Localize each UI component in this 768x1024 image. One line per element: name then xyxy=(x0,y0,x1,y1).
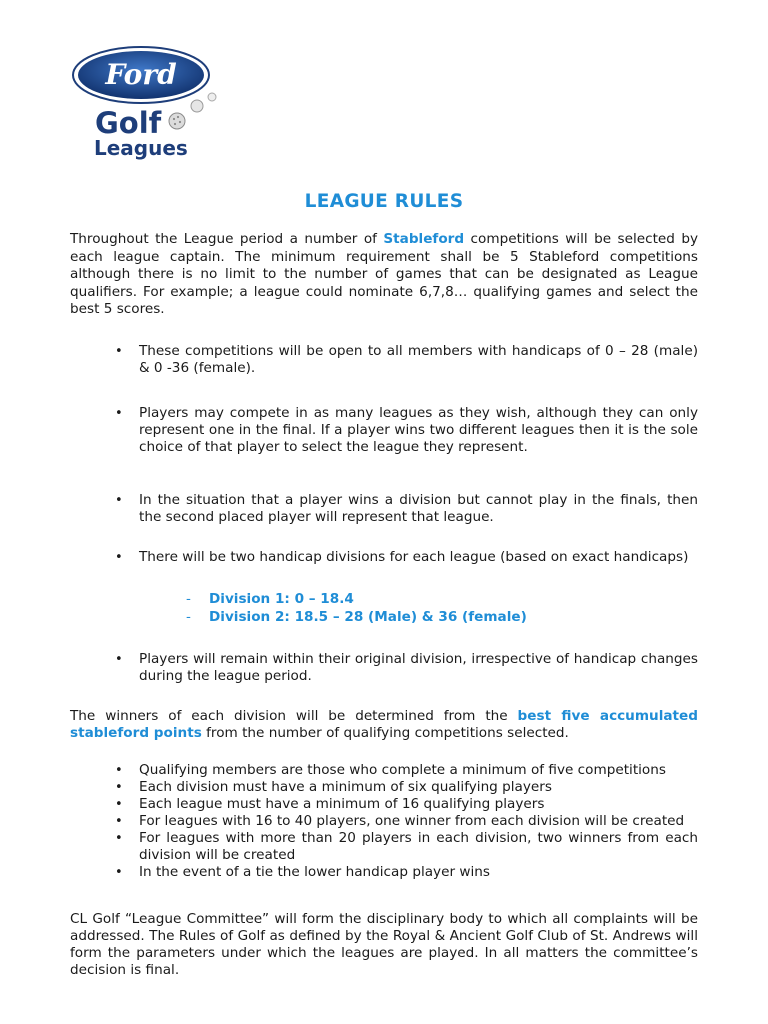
golf-ball-small-icon xyxy=(191,100,203,112)
winners-text-start: The winners of each division will be determined from the xyxy=(70,707,518,724)
stableford-highlight: Stableford xyxy=(383,231,465,247)
list-item: • In the event of a tie the lower handicap player wins xyxy=(70,864,698,881)
logo-leagues: Leagues xyxy=(94,136,188,160)
intro-text-start: Throughout the League period a number of xyxy=(70,231,384,247)
best-five-highlight: best five accumulated stableford points xyxy=(70,707,698,741)
page-title: LEAGUE RULES xyxy=(304,191,464,212)
golf-ball-icon xyxy=(169,113,185,129)
list-item: • Players will remain within their original division, irrespective of handicap changes during the league period. xyxy=(70,651,698,685)
rules-list-continued xyxy=(70,651,698,685)
intro-paragraph xyxy=(70,231,698,319)
list-item: • Each division must have a minimum of six qualifying players xyxy=(70,779,698,796)
list-item: • Each league must have a minimum of 16 qualifying players xyxy=(70,796,698,813)
winners-paragraph xyxy=(70,708,698,742)
list-item: • Players may compete in as many leagues as they wish, although they can only represent one in the final. If a player wins two different leagues then it is the sole choice of that player to select the league they represent. xyxy=(70,405,698,456)
intro-text-end: competitions will be selected by each league captain. The minimum requirement shall be 5 Stableford competitions although there is no limit to the number of games that can be designated as League qualifiers. For example; a league could nominate 6,7,8… qualifying games and select the best 5 scores. xyxy=(70,231,698,317)
rules-list xyxy=(70,343,698,566)
winners-text-end: from the number of qualifying competitions selected. xyxy=(201,724,569,741)
logo-graphic xyxy=(70,45,222,160)
closing-paragraph: CL Golf “League Committee” will form the disciplinary body to which all complaints will be addressed. The Rules of Golf as defined by the Royal & Ancient Golf Club of St. Andrews will form the parameters under which the leagues are played. In all matters the committee’s decision is final. xyxy=(70,910,698,978)
document-body xyxy=(70,231,698,979)
ford-golf-leagues-logo xyxy=(70,45,222,160)
golf-ball-tiny-icon xyxy=(208,93,216,101)
list-item: • Qualifying members are those who complete a minimum of five competitions xyxy=(70,762,698,779)
list-item: • In the situation that a player wins a division but cannot play in the finals, then the second placed player will represent that league. xyxy=(70,492,698,526)
list-item: • For leagues with 16 to 40 players, one winner from each division will be created xyxy=(70,813,698,830)
list-item: • There will be two handicap divisions for each league (based on exact handicaps) xyxy=(70,549,698,566)
division-item: - Division 1: 0 – 18.4 xyxy=(186,590,698,608)
list-item: • These competitions will be open to all members with handicaps of 0 – 28 (male) & 0 -36 (female). xyxy=(70,343,698,377)
list-item: • For leagues with more than 20 players in each division, two winners from each division will be created xyxy=(70,830,698,864)
division-item: - Division 2: 18.5 – 28 (Male) & 36 (female) xyxy=(186,608,698,626)
logo-golf: Golf xyxy=(95,106,162,140)
conditions-list xyxy=(70,762,698,881)
logo-brand: Ford xyxy=(105,58,177,91)
division-list xyxy=(186,590,698,626)
